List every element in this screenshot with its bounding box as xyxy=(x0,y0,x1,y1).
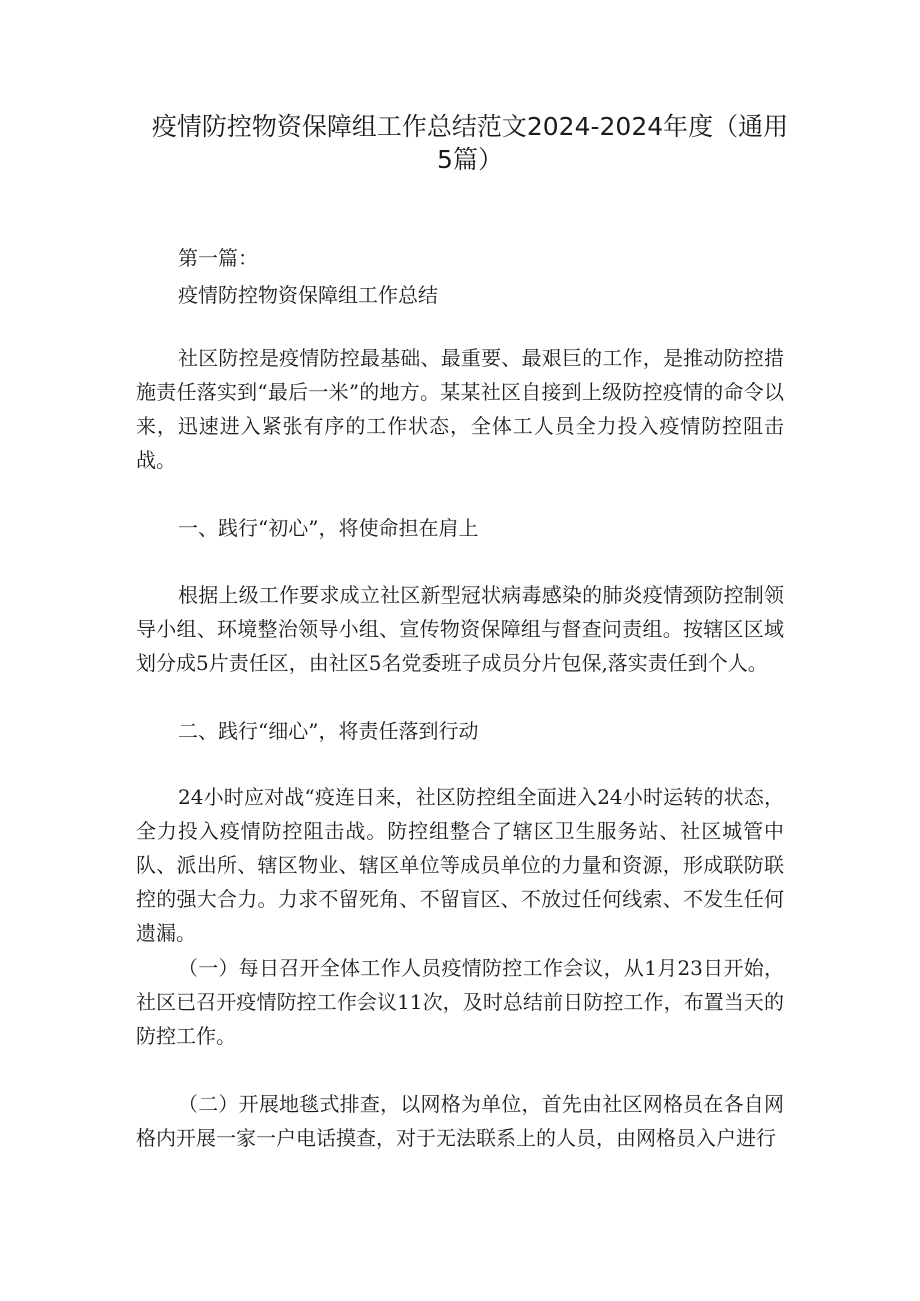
paragraph-item-2: （二）开展地毯式排查，以网格为单位，首先由社区网格员在各自网格内开展一家一户电话摸查，对于无法联系上的人员，由网格员入户进行 xyxy=(136,1092,784,1150)
chapter-title: 疫情防控物资保障组工作总结 xyxy=(178,283,438,307)
document-title: 疫情防控物资保障组工作总结范文2024-2024年度（通用5篇） xyxy=(151,112,789,174)
paragraph-intro: 社区防控是疫情防控最基础、最重要、最艰巨的工作，是推动防控措施责任落实到“最后一米”的地方。某某社区自接到上级防控疫情的命令以来，迅速进入紧张有序的工作状态，全体工人员全力投入疫情防控阻击战。 xyxy=(136,346,784,472)
section-heading-2: 二、践行“细心”，将责任落到行动 xyxy=(178,719,479,743)
section-heading-1: 一、践行“初心”，将使命担在肩上 xyxy=(178,516,479,540)
paragraph-section-1: 根据上级工作要求成立社区新型冠状病毒感染的肺炎疫情颈防控制领导小组、环境整治领导小组、宣传物资保障组与督查问责组。按辖区区域划分成5片责任区，由社区5名党委班子成员分片包保,落实责任到个人。 xyxy=(136,583,784,675)
paragraph-section-2: 24小时应对战“疫连日来，社区防控组全面进入24小时运转的状态，全力投入疫情防控阻击战。防控组整合了辖区卫生服务站、社区城管中队、派出所、辖区物业、辖区单位等成员单位的力量和资源，形成联防联控的强大合力。力求不留死角、不留盲区、不放过任何线索、不发生任何遗漏。 xyxy=(136,785,784,945)
paragraph-item-1: （一）每日召开全体工作人员疫情防控工作会议，从1月23日开始，社区已召开疫情防控工作会议11次，及时总结前日防控工作，布置当天的防控工作。 xyxy=(136,956,784,1048)
chapter-label: 第一篇： xyxy=(178,246,258,270)
